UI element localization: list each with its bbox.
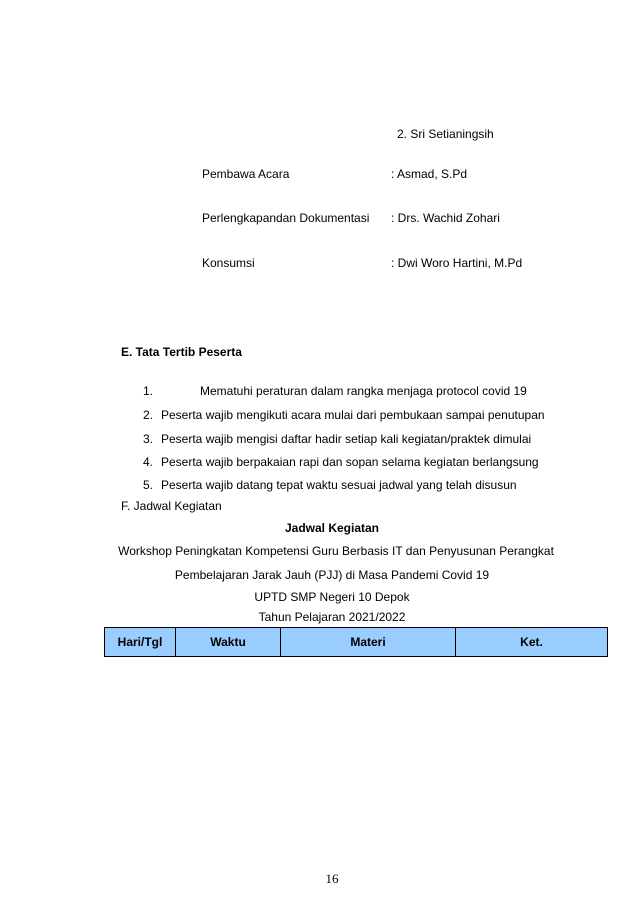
schedule-subtitle-line2: Pembelajaran Jarak Jauh (PJJ) di Masa Pandemi Covid 19 <box>174 568 490 582</box>
committee-role: Perlengkapan <box>202 211 277 225</box>
rule-text: Peserta wajib datang tepat waktu sesuai jadwal yang telah disusun <box>161 478 517 492</box>
rule-number: 2. <box>143 408 154 422</box>
committee-role: Konsumsi <box>202 256 255 270</box>
rule-text: Peserta wajib mengisi daftar hadir setiap kali kegiatan/praktek dimulai <box>161 432 532 446</box>
committee-person: : Asmad, S.Pd <box>391 167 468 181</box>
section-heading-rules: E. Tata Tertib Peserta <box>121 345 242 359</box>
page-number: 16 <box>325 871 339 886</box>
rule-number: 1. <box>143 384 154 398</box>
header-notes: Ket. <box>456 628 608 657</box>
header-time: Waktu <box>176 628 281 657</box>
committee-role-cont: dan Dokumentasi <box>276 211 370 225</box>
rule-text: Peserta wajib mengikuti acara mulai dari pembukaan sampai penutupan <box>161 408 545 422</box>
committee-member-continued: 2. Sri Setianingsih <box>397 127 494 141</box>
rule-number: 4. <box>143 455 154 469</box>
schedule-title: Jadwal Kegiatan <box>284 521 380 535</box>
schedule-table <box>104 627 608 657</box>
committee-person: : Dwi Woro Hartini, M.Pd <box>391 256 523 270</box>
header-material: Materi <box>281 628 456 657</box>
schedule-school-name: UPTD SMP Negeri 10 Depok <box>254 590 410 604</box>
committee-person: : Drs. Wachid Zohari <box>391 211 500 225</box>
table-header-row <box>105 628 608 657</box>
rule-number: 3. <box>143 432 154 446</box>
rule-text: Mematuhi peraturan dalam rangka menjaga protocol covid 19 <box>200 384 527 398</box>
rule-number: 5. <box>143 478 154 492</box>
header-day-date: Hari/Tgl <box>105 628 176 657</box>
rule-text: Peserta wajib berpakaian rapi dan sopan selama kegiatan berlangsung <box>161 455 539 469</box>
section-heading-schedule: F. Jadwal Kegiatan <box>121 499 222 513</box>
committee-role: Pembawa Acara <box>202 167 290 181</box>
schedule-subtitle-line1: Workshop Peningkatan Kompetensi Guru Berbasis IT dan Penyusunan Perangkat <box>118 544 554 558</box>
schedule-school-year: Tahun Pelajaran 2021/2022 <box>258 610 406 624</box>
